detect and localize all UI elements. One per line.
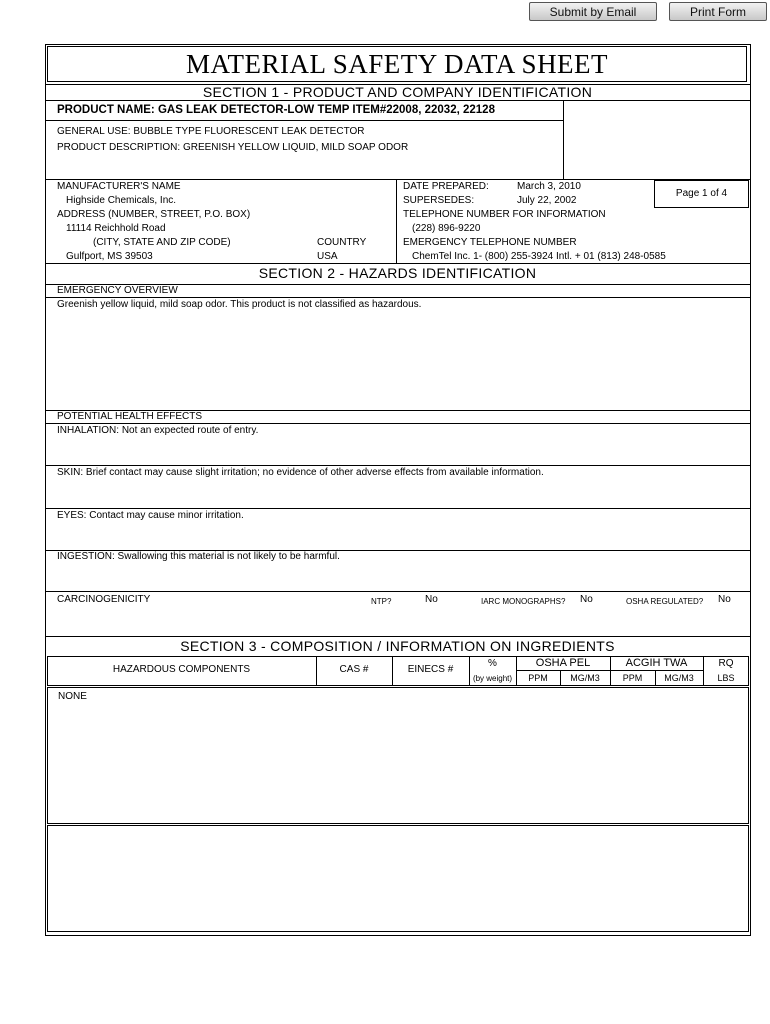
page-number: Page 1 of 4 [675, 188, 728, 199]
ingestion-text: INGESTION: Swallowing this material is not likely to be harmful. [57, 551, 340, 562]
osha-regulated-value: No [718, 594, 731, 605]
inhalation-text: INHALATION: Not an expected route of entry. [57, 425, 259, 436]
emergency-label: EMERGENCY TELEPHONE NUMBER [403, 237, 577, 248]
submit-by-email-button[interactable]: Submit by Email [529, 2, 657, 21]
col-osha-mgm3: MG/M3 [570, 673, 600, 683]
date-prepared-label: DATE PREPARED: [403, 181, 489, 192]
col-rq: RQ [718, 658, 734, 669]
supersedes-label: SUPERSEDES: [403, 195, 475, 206]
col-osha-pel: OSHA PEL [535, 657, 591, 669]
telephone-value: (228) 896-9220 [412, 223, 481, 234]
col-lbs: LBS [717, 673, 735, 683]
manufacturer-value: Highside Chemicals, Inc. [66, 195, 177, 206]
col-acgih-ppm: PPM [622, 673, 643, 683]
col-einecs: EINECS # [407, 664, 454, 675]
col-percent: % [488, 658, 497, 669]
supersedes-value: July 22, 2002 [517, 195, 577, 206]
ingredients-box[interactable] [47, 687, 749, 824]
col-hazardous-components: HAZARDOUS COMPONENTS [112, 664, 251, 675]
section3-heading: SECTION 3 - COMPOSITION / INFORMATION ON INGREDIENTS [180, 638, 615, 654]
ntp-label: NTP? [371, 597, 392, 606]
print-form-button[interactable]: Print Form [669, 2, 767, 21]
address-value: 11114 Reichhold Road [66, 223, 166, 234]
iarc-label: IARC MONOGRAPHS? [481, 597, 566, 606]
col-acgih-mgm3: MG/M3 [664, 673, 694, 683]
country-label: COUNTRY [317, 237, 367, 248]
health-effects-label: POTENTIAL HEALTH EFFECTS [57, 411, 203, 422]
address-label: ADDRESS (NUMBER, STREET, P.O. BOX) [57, 209, 251, 220]
manufacturer-label: MANUFACTURER'S NAME [57, 181, 181, 192]
iarc-value: No [580, 594, 593, 605]
emergency-overview-text: Greenish yellow liquid, mild soap odor. This product is not classified as hazardous. [57, 299, 422, 310]
country-value: USA [317, 251, 338, 262]
page-title: MATERIAL SAFETY DATA SHEET [185, 49, 609, 79]
osha-regulated-label: OSHA REGULATED? [626, 597, 704, 606]
emergency-overview-label: EMERGENCY OVERVIEW [57, 285, 178, 296]
notes-box[interactable] [47, 825, 749, 932]
carcinogenicity-label: CARCINOGENICITY [57, 594, 151, 605]
col-acgih-twa: ACGIH TWA [625, 657, 688, 669]
section1-heading: SECTION 1 - PRODUCT AND COMPANY IDENTIFICATION [202, 84, 593, 100]
telephone-label: TELEPHONE NUMBER FOR INFORMATION [403, 209, 606, 220]
section2-heading: SECTION 2 - HAZARDS IDENTIFICATION [258, 265, 537, 281]
ntp-value: No [425, 594, 438, 605]
col-cas: CAS # [339, 664, 369, 675]
product-description: PRODUCT DESCRIPTION: GREENISH YELLOW LIQUID, MILD SOAP ODOR [57, 142, 409, 153]
city-value: Gulfport, MS 39503 [66, 251, 153, 262]
city-label: (CITY, STATE AND ZIP CODE) [93, 237, 231, 248]
eyes-text: EYES: Contact may cause minor irritation. [57, 510, 244, 521]
ingredients-none: NONE [58, 691, 87, 702]
emergency-value: ChemTel Inc. 1- (800) 255-3924 Intl. + 01 (813) 248-0585 [412, 251, 666, 262]
general-use: GENERAL USE: BUBBLE TYPE FLUORESCENT LEAK DETECTOR [57, 126, 365, 137]
skin-text: SKIN: Brief contact may cause slight irritation; no evidence of other adverse effects from available information. [57, 467, 544, 478]
col-osha-ppm: PPM [528, 673, 548, 683]
col-by-weight: (by weight) [472, 674, 513, 683]
date-prepared-value: March 3, 2010 [517, 181, 581, 192]
product-name: PRODUCT NAME: GAS LEAK DETECTOR-LOW TEMP ITEM#22008, 22032, 22128 [57, 104, 495, 116]
